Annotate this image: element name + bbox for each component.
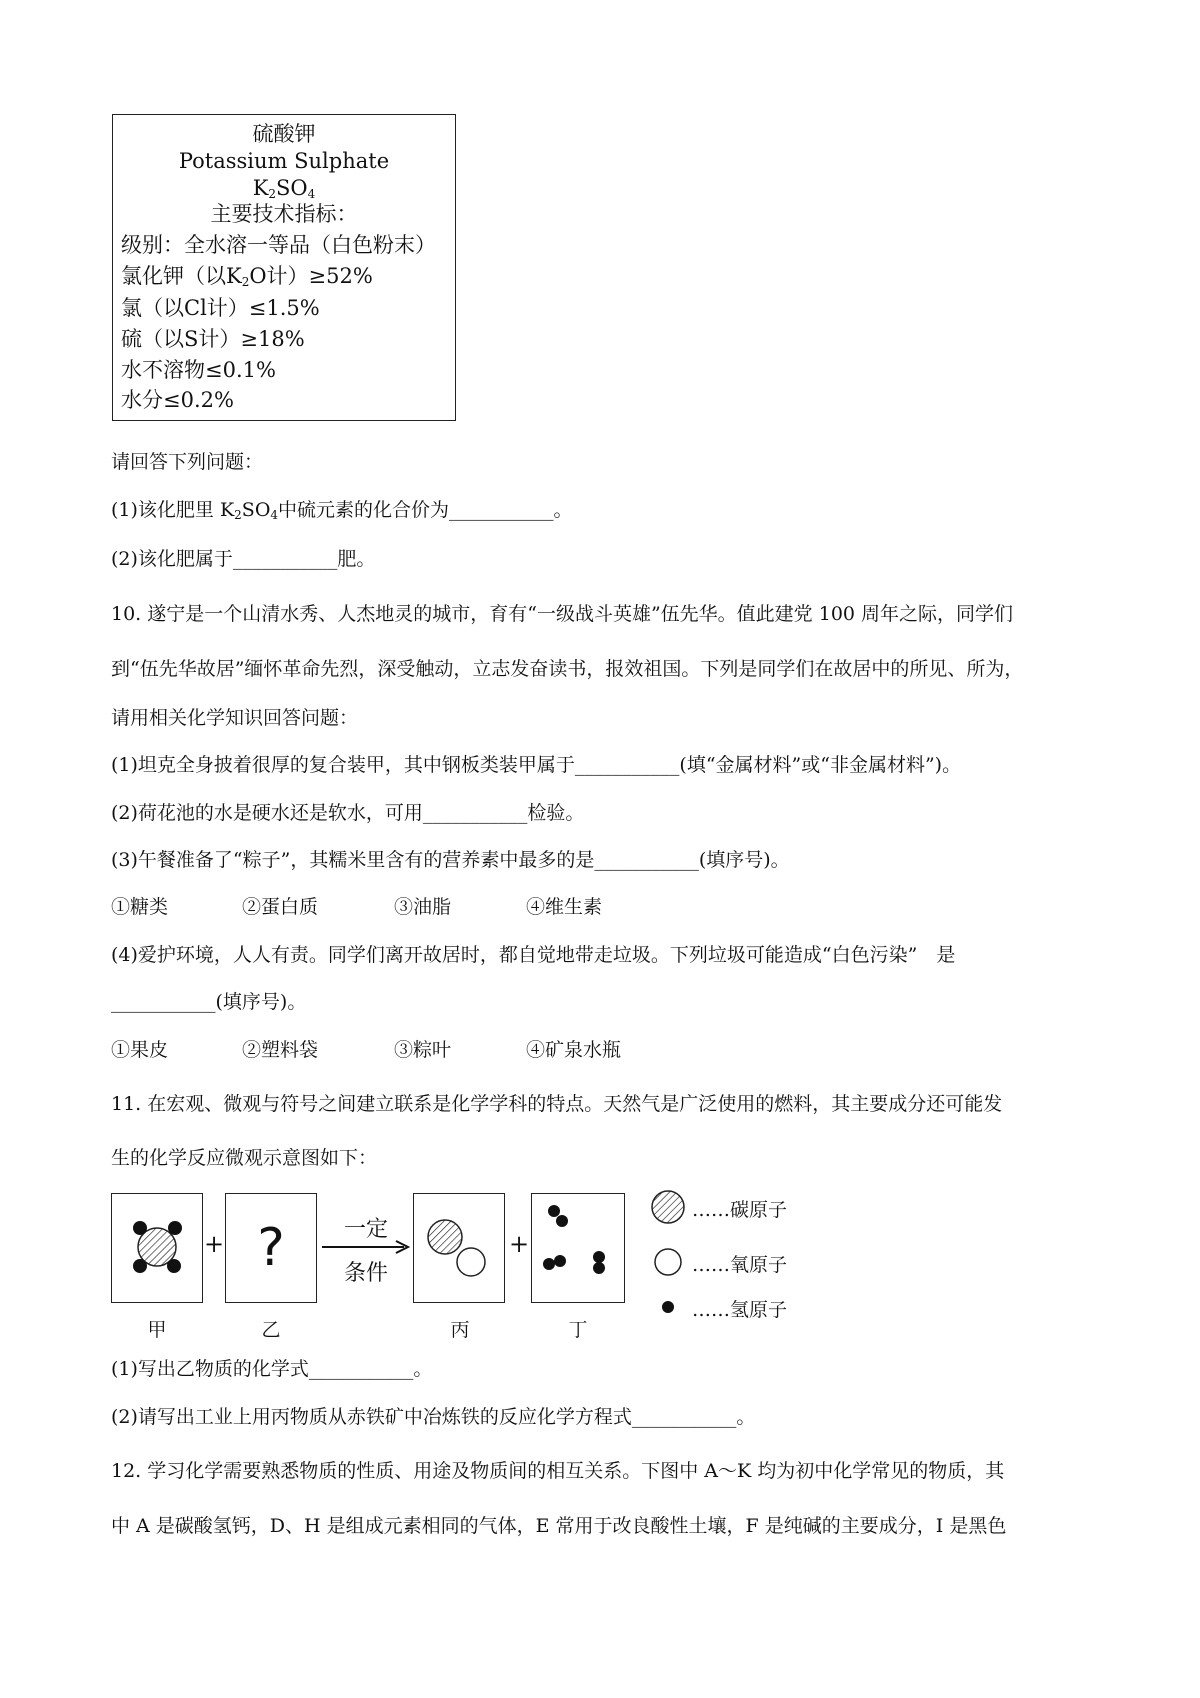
q10-part1: (1)坦克全身披着很厚的复合装甲，其中钢板类装甲属于___________(填“金属材料”或“非金属材料”)。 (111, 754, 962, 776)
q12-stem-line1: 12. 学习化学需要熟悉物质的性质、用途及物质间的相互关系。下图中 A～K 均为初中化学常见的物质，其 (111, 1460, 1005, 1482)
q10-p3-option-1: ①糖类 (111, 896, 169, 918)
q10-part4-line2: ___________(填序号)。 (111, 991, 307, 1013)
label-yi: 乙 (261, 1319, 281, 1341)
q9-intro: 请回答下列问题： (111, 451, 264, 473)
unknown-molecule: ? (257, 1218, 285, 1278)
label-ding: 丁 (568, 1319, 588, 1341)
q10-stem-line3: 请用相关化学知识回答问题： (111, 707, 359, 729)
label-cl: 氯（以Cl计）≤1.5% (121, 296, 320, 320)
fertilizer-label (112, 114, 456, 421)
label-spec-title: 主要技术指标： (210, 202, 358, 226)
plus-sign-1: + (204, 1230, 225, 1258)
q10-part2: (2)荷花池的水是硬水还是软水，可用___________检验。 (111, 802, 585, 824)
reaction-arrow (320, 1208, 412, 1288)
arrow-condition-bottom: 条件 (343, 1261, 388, 1286)
label-moisture: 水分≤0.2% (121, 388, 234, 412)
q10-stem-line2: 到“伍先华故居”缅怀革命先烈，深受触动，立志发奋读书，报效祖国。下列是同学们在故居中的所见、所为， (111, 658, 1024, 680)
q11-part1: (1)写出乙物质的化学式___________。 (111, 1358, 433, 1380)
q10-p3-option-2: ②蛋白质 (242, 896, 319, 918)
legend-oxygen: ……氧原子 (692, 1254, 788, 1276)
q10-p3-option-4: ④维生素 (526, 896, 603, 918)
q11-part2: (2)请写出工业上用丙物质从赤铁矿中冶炼铁的反应化学方程式___________。 (111, 1406, 756, 1428)
label-bing: 丙 (450, 1319, 470, 1341)
q9-part2: (2)该化肥属于___________肥。 (111, 548, 376, 570)
label-grade: 级别：全水溶一等品（白色粉末） (121, 233, 436, 257)
q9-part1: (1)该化肥里 $K_2SO_4$中硫元素的化合价为___________。 (111, 499, 573, 522)
legend-carbon: ……碳原子 (692, 1199, 788, 1221)
arrow-icon (320, 1240, 412, 1254)
q11-stem-line2: 生的化学反应微观示意图如下： (111, 1147, 378, 1169)
q10-p4-option-3: ③粽叶 (394, 1039, 452, 1061)
q10-p4-option-4: ④矿泉水瓶 (526, 1039, 622, 1061)
label-name-cn: 硫酸钾 (252, 122, 316, 146)
label-jia: 甲 (147, 1319, 167, 1341)
plus-sign-2: + (509, 1230, 530, 1258)
q10-stem-line1: 10. 遂宁是一个山清水秀、人杰地灵的城市，育有“一级战斗英雄”伍先华。值此建党 100 周年之际，同学们 (111, 603, 1014, 625)
label-formula: $K_2SO_4$ (252, 176, 316, 201)
methane-molecule-icon (112, 1194, 201, 1301)
q10-part4-line1: (4)爱护环境，人人有责。同学们离开故居时，都自觉地带走垃圾。下列垃圾可能造成“白色污染” 是 (111, 944, 956, 966)
q10-part3: (3)午餐准备了“粽子”，其糯米里含有的营养素中最多的是___________(填序号)。 (111, 849, 790, 871)
label-name-en: Potassium Sulphate (178, 149, 390, 173)
legend-hydrogen: ……氢原子 (692, 1299, 788, 1321)
label-insoluble: 水不溶物≤0.1% (121, 358, 276, 382)
carbon-monoxide-molecule-icon (414, 1194, 503, 1301)
molecule-box-ding (531, 1193, 625, 1303)
molecule-box-yi (225, 1193, 317, 1303)
q10-p4-option-1: ①果皮 (111, 1039, 169, 1061)
molecule-box-jia (111, 1193, 203, 1303)
q10-p3-option-3: ③油脂 (394, 896, 452, 918)
label-k2o: 氯化钾（以$K_2O$计）≥52% (121, 264, 373, 289)
hydrogen-molecules-icon (532, 1194, 623, 1301)
label-s: 硫（以S计）≥18% (121, 327, 305, 351)
molecule-box-bing (413, 1193, 505, 1303)
q10-p4-option-2: ②塑料袋 (242, 1039, 319, 1061)
arrow-condition-top: 一定 (343, 1217, 388, 1242)
legend-icons (650, 1190, 692, 1320)
q11-stem-line1: 11. 在宏观、微观与符号之间建立联系是化学学科的特点。天然气是广泛使用的燃料，其主要成分还可能发 (111, 1093, 1003, 1115)
q12-stem-line2: 中 A 是碳酸氢钙，D、H 是组成元素相同的气体，E 常用于改良酸性土壤，F 是纯碱的主要成分，I 是黑色 (111, 1515, 1007, 1537)
